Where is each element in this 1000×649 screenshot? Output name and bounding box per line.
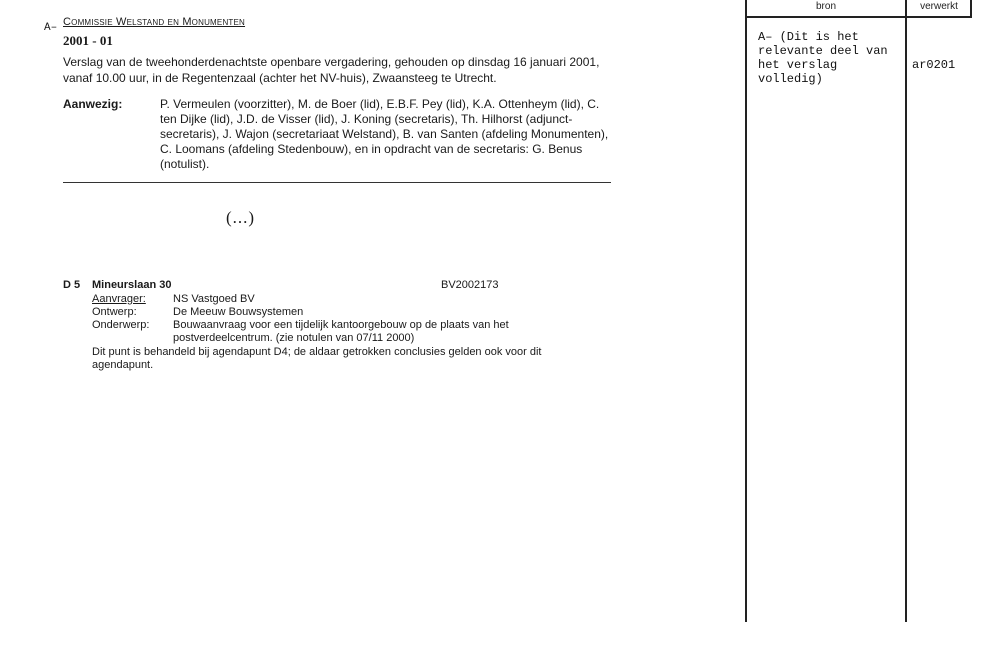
- source-annotation: A– (Dit is het relevante deel van het verslag volledig): [758, 30, 888, 86]
- present-list: P. Vermeulen (voorzitter), M. de Boer (lid), E.B.F. Pey (lid), K.A. Ottenheym (lid), C. ten Dijke (lid), J.D. de Visser (lid), J. Koning (secretaris), Th. Hilhorst (adjunct-secretaris), J. Wajon (secretariaat Welstand), B. van Santen (afdeling Monumenten), C. Loomans (afdeling Stedenbouw), en in opdracht van de secretaris: G. Benus (notulist).: [160, 97, 609, 171]
- table-header-rule: [745, 16, 972, 18]
- item-note: Dit punt is behandeld bij agendapunt D4; de aldaar getrokken conclusies gelden ook voor dit agendapunt.: [92, 346, 542, 371]
- column-header-processed: verwerkt: [920, 1, 958, 12]
- table-column-divider: [905, 0, 907, 622]
- meeting-number: 2001 - 01: [63, 33, 113, 48]
- organization-name: Commissie Welstand en Monumenten: [63, 16, 246, 28]
- item-reference: BV2002173: [441, 279, 499, 291]
- field-value-subject: Bouwaanvraag voor een tijdelijk kantoorgebouw op de plaats van het postverdeelcentrum. (zie notulen van 07/11 2000): [173, 319, 509, 344]
- item-title: Mineurslaan 30: [92, 279, 172, 291]
- field-label-applicant: Aanvrager:: [92, 293, 146, 305]
- divider-line: [63, 182, 611, 183]
- margin-mark: A–: [44, 22, 58, 34]
- column-header-source: bron: [815, 1, 836, 12]
- field-value-applicant: NS Vastgoed BV: [173, 293, 255, 305]
- omission-ellipsis: (...): [226, 208, 256, 227]
- item-code: D 5: [63, 279, 81, 291]
- field-label-design: Ontwerp:: [92, 306, 137, 318]
- processed-code: ar0201: [912, 58, 956, 72]
- field-label-subject: Onderwerp:: [92, 319, 150, 331]
- field-value-design: De Meeuw Bouwsystemen: [173, 306, 304, 318]
- meeting-intro: Verslag van de tweehonderdenachtste openbare vergadering, gehouden op dinsdag 16 januari 2001, vanaf 10.00 uur, in de Regentenzaal (achter het NV-huis), Zwaansteeg te Utrecht.: [63, 55, 600, 85]
- table-border-left: [745, 0, 747, 622]
- present-label: Aanwezig:: [63, 97, 123, 111]
